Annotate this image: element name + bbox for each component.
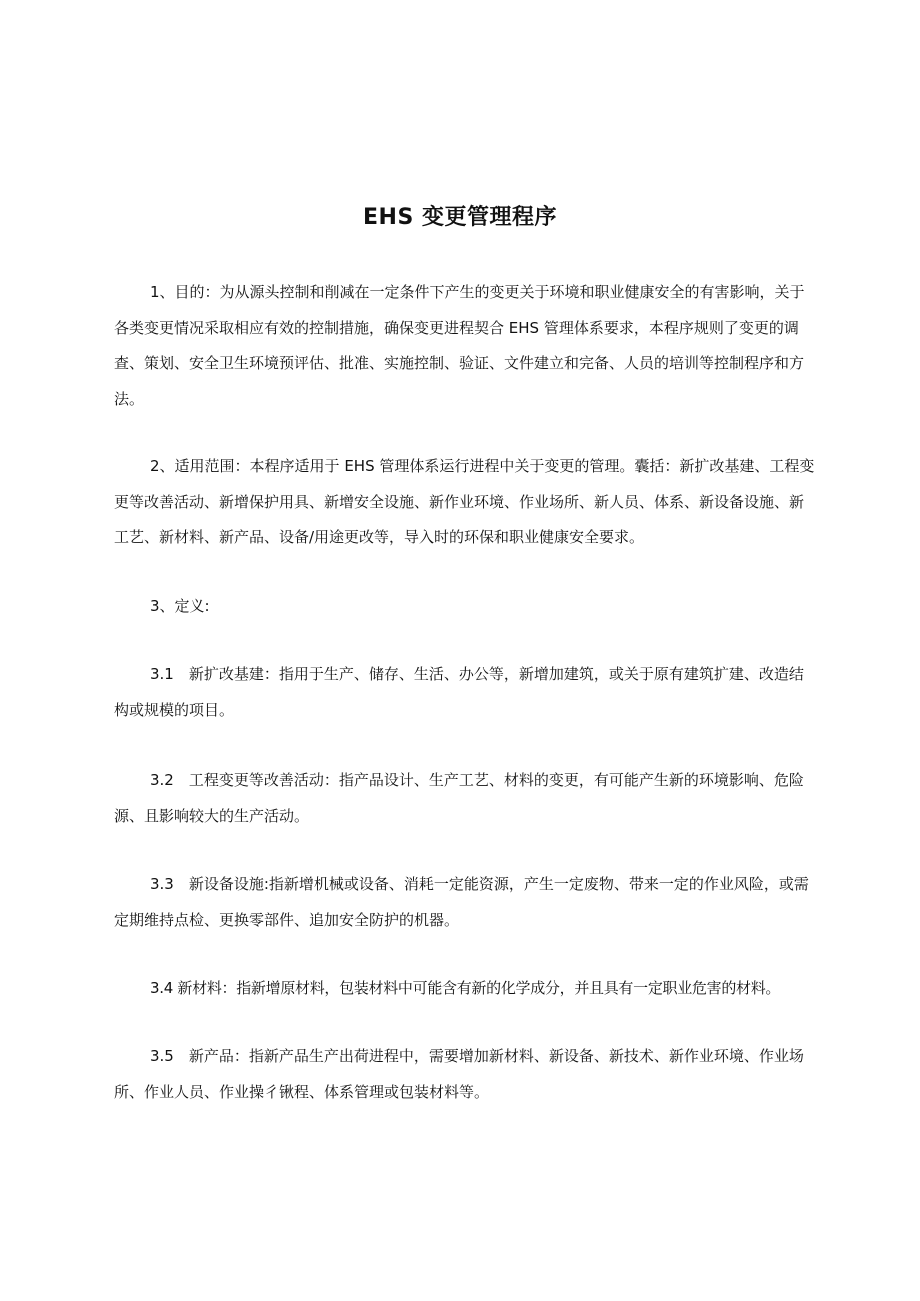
section-purpose — [114, 275, 816, 417]
definition-3-3-text: 3.3 新设备设施:指新增机械或设备、消耗一定能资源，产生一定废物、带来一定的作业风险，或需定期维持点检、更换零部件、追加安全防护的机器。 — [114, 875, 809, 929]
definition-3-1 — [114, 657, 816, 728]
definition-3-4-text: 3.4 新材料：指新增原材料，包装材料中可能含有新的化学成分，并且具有一定职业危害的材料。 — [150, 979, 781, 997]
section-scope — [114, 449, 816, 556]
definition-3-4 — [150, 971, 840, 1007]
document-title: EHS 变更管理程序 — [363, 205, 557, 230]
definition-3-2-text: 3.2 工程变更等改善活动：指产品设计、生产工艺、材料的变更，有可能产生新的环境影响、危险源、且影响较大的生产活动。 — [114, 771, 804, 825]
definitions-heading-text: 3、定义: — [150, 597, 210, 615]
section-purpose-text: 1、目的：为从源头控制和削减在一定条件下产生的变更关于环境和职业健康安全的有害影响，关于各类变更情况采取相应有效的控制措施，确保变更进程契合 EHS 管理体系要求，本程序规则了变更的调查、策划、安全卫生环境预评估、批准、实施控制、验证、文件建立和完备、人员的培训等控制程序和方法。 — [114, 283, 805, 408]
section-scope-text: 2、适用范围：本程序适用于 EHS 管理体系运行进程中关于变更的管理。囊括：新扩改基建、工程变更等改善活动、新增保护用具、新增安全设施、新作业环境、作业场所、新人员、体系、新设备设施、新工艺、新材料、新产品、设备/用途更改等，导入时的环保和职业健康安全要求。 — [114, 457, 815, 546]
definition-3-2 — [114, 763, 816, 834]
definition-3-5 — [114, 1039, 816, 1110]
definition-3-1-text: 3.1 新扩改基建：指用于生产、储存、生活、办公等，新增加建筑，或关于原有建筑扩建、改造结构或规模的项目。 — [114, 665, 804, 719]
definition-3-5-text: 3.5 新产品：指新产品生产出荷进程中，需要增加新材料、新设备、新技术、新作业环境、作业场所、作业人员、作业操彳锹程、体系管理或包装材料等。 — [114, 1047, 804, 1101]
section-definitions-heading — [114, 589, 816, 625]
definition-3-3 — [114, 867, 816, 938]
